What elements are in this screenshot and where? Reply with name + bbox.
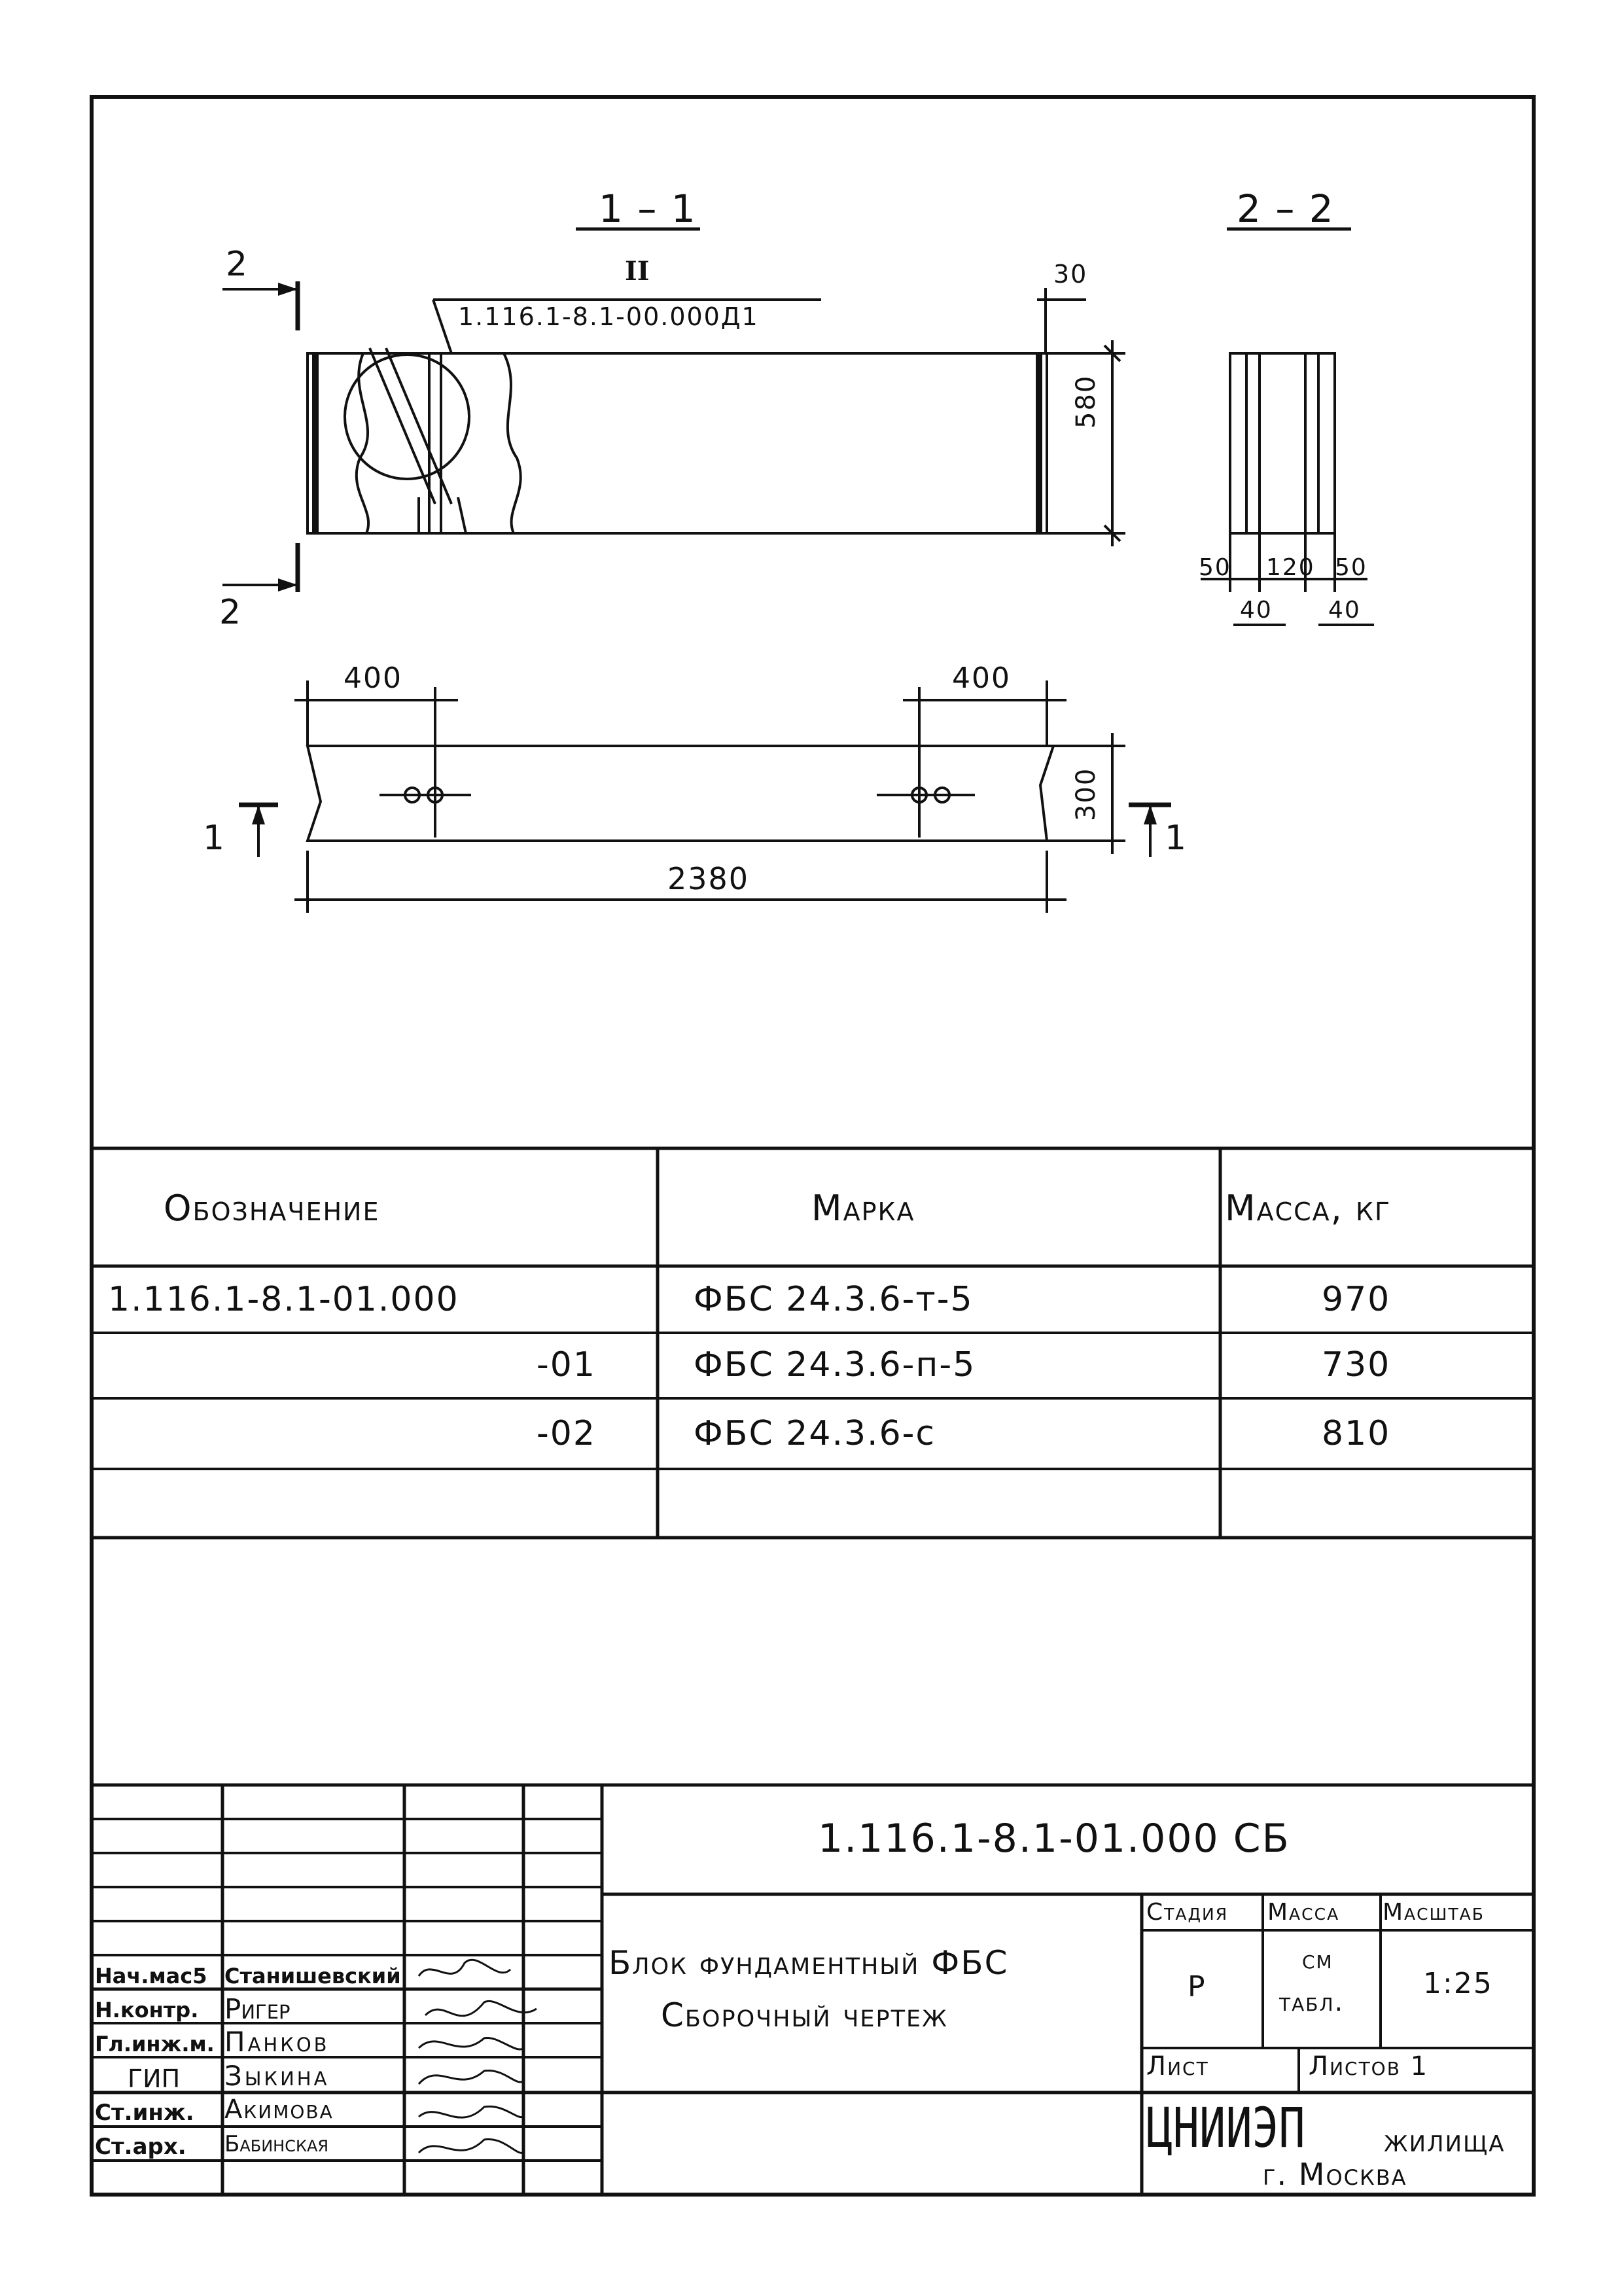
staff-name: Панков — [224, 2026, 330, 2058]
dim-50-left: 50 — [1199, 554, 1231, 581]
table-row-mark: ФБС 24.3.6-п-5 — [694, 1345, 976, 1385]
organization-suffix: жилища — [1384, 2123, 1506, 2159]
stage-label: Стадия — [1146, 1899, 1229, 1926]
table-header-mark: Марка — [811, 1188, 915, 1229]
table-row-mass: 730 — [1322, 1345, 1391, 1385]
staff-role: Ст.инж. — [95, 2100, 194, 2126]
scale-label: Масштаб — [1383, 1899, 1485, 1926]
staff-role: ГИП — [128, 2064, 181, 2093]
dim-300: 300 — [1071, 767, 1101, 821]
dim-2380: 2380 — [667, 861, 750, 896]
dim-120: 120 — [1266, 554, 1315, 581]
cut-mark-2-top: 2 — [226, 245, 249, 284]
table-row-mass: 810 — [1322, 1414, 1391, 1453]
table-row-designation: -02 — [537, 1414, 596, 1453]
detail-reference: 1.116.1-8.1-00.000Д1 — [458, 302, 759, 331]
staff-role: Н.контр. — [95, 1998, 199, 2022]
sheet-label: Лист — [1146, 2051, 1209, 2081]
staff-name: Ригер — [224, 1993, 291, 2025]
title-line-2: Сборочный чертеж — [661, 1996, 948, 2034]
table-row-designation: -01 — [537, 1345, 596, 1385]
table-header-designation: Обозначение — [164, 1188, 380, 1229]
cut-mark-1-right: 1 — [1165, 819, 1188, 858]
staff-role: Ст.арх. — [95, 2134, 186, 2160]
document-code: 1.116.1-8.1-01.000 СБ — [818, 1816, 1290, 1862]
section-2-2-label: 2 – 2 — [1237, 186, 1335, 231]
staff-name: Зыкина — [224, 2060, 330, 2092]
dim-400-right: 400 — [952, 662, 1011, 695]
section-1-1-label: 1 – 1 — [599, 186, 697, 231]
section-1-1-view — [222, 229, 1125, 592]
table-row-designation: 1.116.1-8.1-01.000 — [108, 1280, 459, 1319]
table-row-mass: 970 — [1322, 1280, 1391, 1319]
staff-name: Станишевский — [224, 1964, 401, 1988]
staff-role: Гл.инж.м. — [95, 2032, 215, 2057]
table-header-mass: Масса, кг — [1225, 1188, 1392, 1229]
dim-30: 30 — [1053, 260, 1088, 289]
detail-roman-label: II — [625, 256, 650, 287]
staff-name: Бабинская — [224, 2131, 329, 2157]
dim-40-left: 40 — [1240, 597, 1273, 624]
dim-400-left: 400 — [344, 662, 402, 695]
organization-logo: ЦНИИЭП — [1146, 2096, 1305, 2160]
cut-mark-1-left: 1 — [203, 819, 226, 858]
mass-value-line-1: см — [1302, 1945, 1333, 1975]
mass-label: Масса — [1267, 1899, 1340, 1926]
dim-580: 580 — [1071, 374, 1101, 429]
table-row-mark: ФБС 24.3.6-т-5 — [694, 1280, 974, 1319]
cut-mark-2-bottom: 2 — [219, 593, 243, 632]
staff-name: Акимова — [224, 2094, 334, 2125]
stage-value: Р — [1188, 1970, 1207, 2004]
sheets-label: Листов 1 — [1309, 2051, 1429, 2081]
table-row-mark: ФБС 24.3.6-с — [694, 1414, 936, 1453]
title-line-1: Блок фундаментный ФБС — [608, 1944, 1009, 1982]
staff-role: Нач.мас5 — [95, 1964, 207, 1988]
organization-city: г. Москва — [1263, 2157, 1407, 2192]
mass-value-line-2: табл. — [1279, 1987, 1345, 2017]
dim-40-right: 40 — [1328, 597, 1361, 624]
scale-value: 1:25 — [1423, 1967, 1493, 2000]
dim-50-right: 50 — [1335, 554, 1367, 581]
